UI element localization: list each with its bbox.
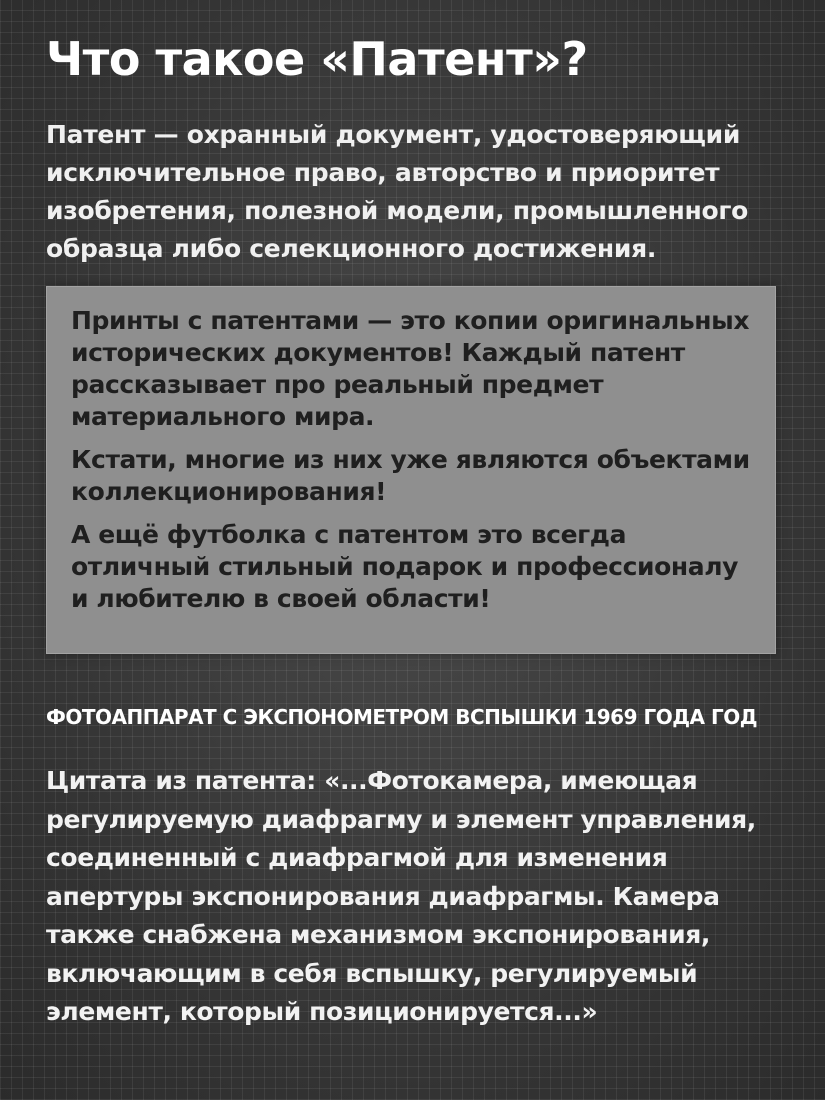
info-paragraph-copies: Принты с патентами — это копии оригинальных исторических документов! Каждый патент рассказывает про реальный предмет материального мира.	[71, 306, 750, 431]
patent-quote: Цитата из патента: «...Фотокамера, имеющая регулируемую диафрагму и элемент управления, соединенный с диафрагмой для изменения апертуры экспонирования диафрагмы. Камера также снабжена механизмом экспонирования, включающим в себя вспышку, регулируемый элемент, который позиционируется...»	[46, 766, 756, 1026]
product-heading: ФОТОАППАРАТ С ЭКСПОНОМЕТРОМ ВСПЫШКИ 1969 ГОДА ГОД	[46, 705, 758, 729]
info-box	[46, 286, 776, 654]
page-title: Что такое «Патент»?	[46, 32, 588, 86]
info-paragraph-gift: А ещё футболка с патентом это всегда отличный стильный подарок и профессионалу и любителю в своей области!	[71, 520, 739, 613]
info-paragraph-collecting: Кстати, многие из них уже являются объектами коллекционирования!	[71, 445, 750, 506]
patent-definition: Патент — охранный документ, удостоверяющий исключительное право, авторство и приоритет изобретения, полезной модели, промышленного образца либо селекционного достижения.	[46, 120, 748, 263]
